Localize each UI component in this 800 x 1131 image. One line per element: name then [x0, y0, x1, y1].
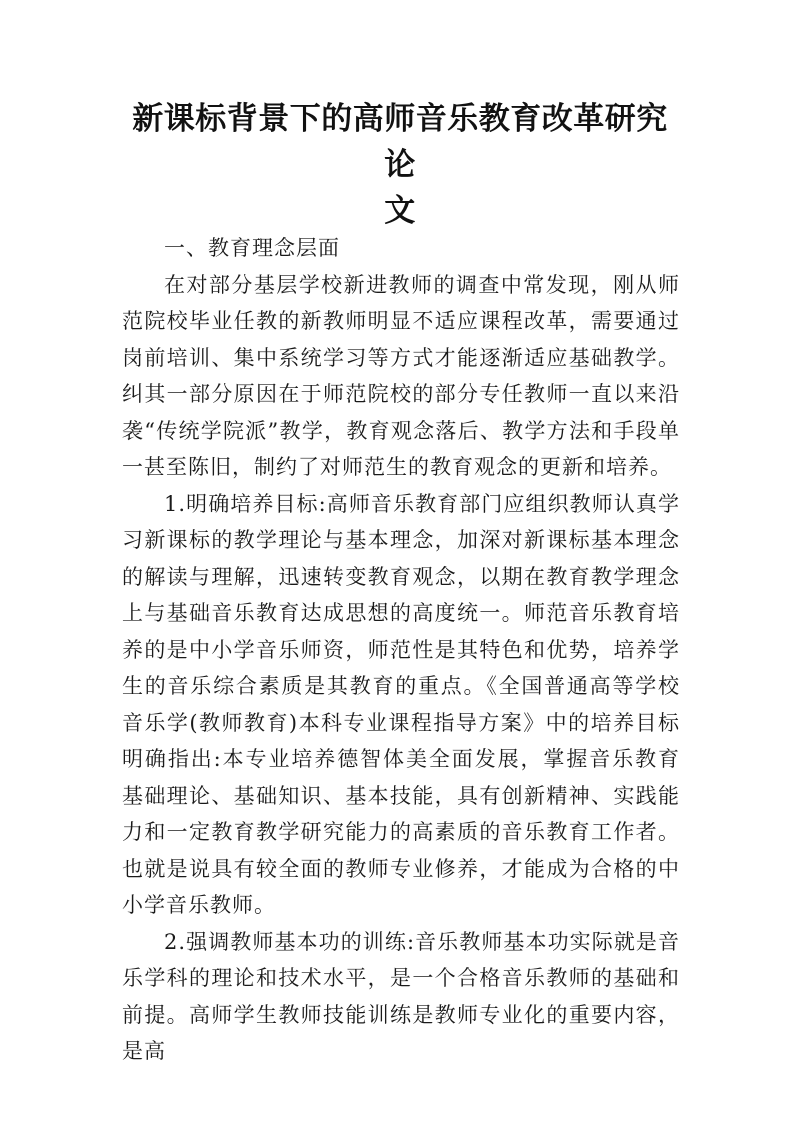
title-line-1: 新课标背景下的高师音乐教育改革研究论 [132, 101, 668, 183]
paragraph-point-2: 2.强调教师基本功的训练:音乐教师基本功实际就是音乐学科的理论和技术水平，是一个合格音乐教师的基础和前提。高师学生教师技能训练是教师专业化的重要内容，是高 [122, 929, 680, 1063]
paragraph-intro: 在对部分基层学校新进教师的调查中常发现，刚从师范院校毕业任教的新教师明显不适应课程改革，需要通过岗前培训、集中系统学习等方式才能逐渐适应基础教学。纠其一部分原因在于师范院校的部分专任教师一直以来沿袭“传统学院派”教学，教育观念落后、教学方法和手段单一甚至陈旧，制约了对师范生的教育观念的更新和培养。 [122, 272, 680, 479]
section-heading: 一、教育理念层面 [164, 236, 340, 260]
document-title [120, 96, 680, 234]
title-line-2: 文 [384, 193, 416, 229]
document-body [122, 230, 680, 1070]
paragraph-point-1: 1.明确培养目标:高师音乐教育部门应组织教师认真学习新课标的教学理论与基本理念，加深对新课标基本理念的解读与理解，迅速转变教育观念，以期在教育教学理念上与基础音乐教育达成思想的高度统一。师范音乐教育培养的是中小学音乐师资，师范性是其特色和优势，培养学生的音乐综合素质是其教育的重点。《全国普通高等学校音乐学(教师教育)本科专业课程指导方案》中的培养目标明确指出:本专业培养德智体美全面发展，掌握音乐教育基础理论、基础知识、基本技能，具有创新精神、实践能力和一定教育教学研究能力的高素质的音乐教育工作者。也就是说具有较全面的教师专业修养，才能成为合格的中小学音乐教师。 [122, 491, 680, 917]
